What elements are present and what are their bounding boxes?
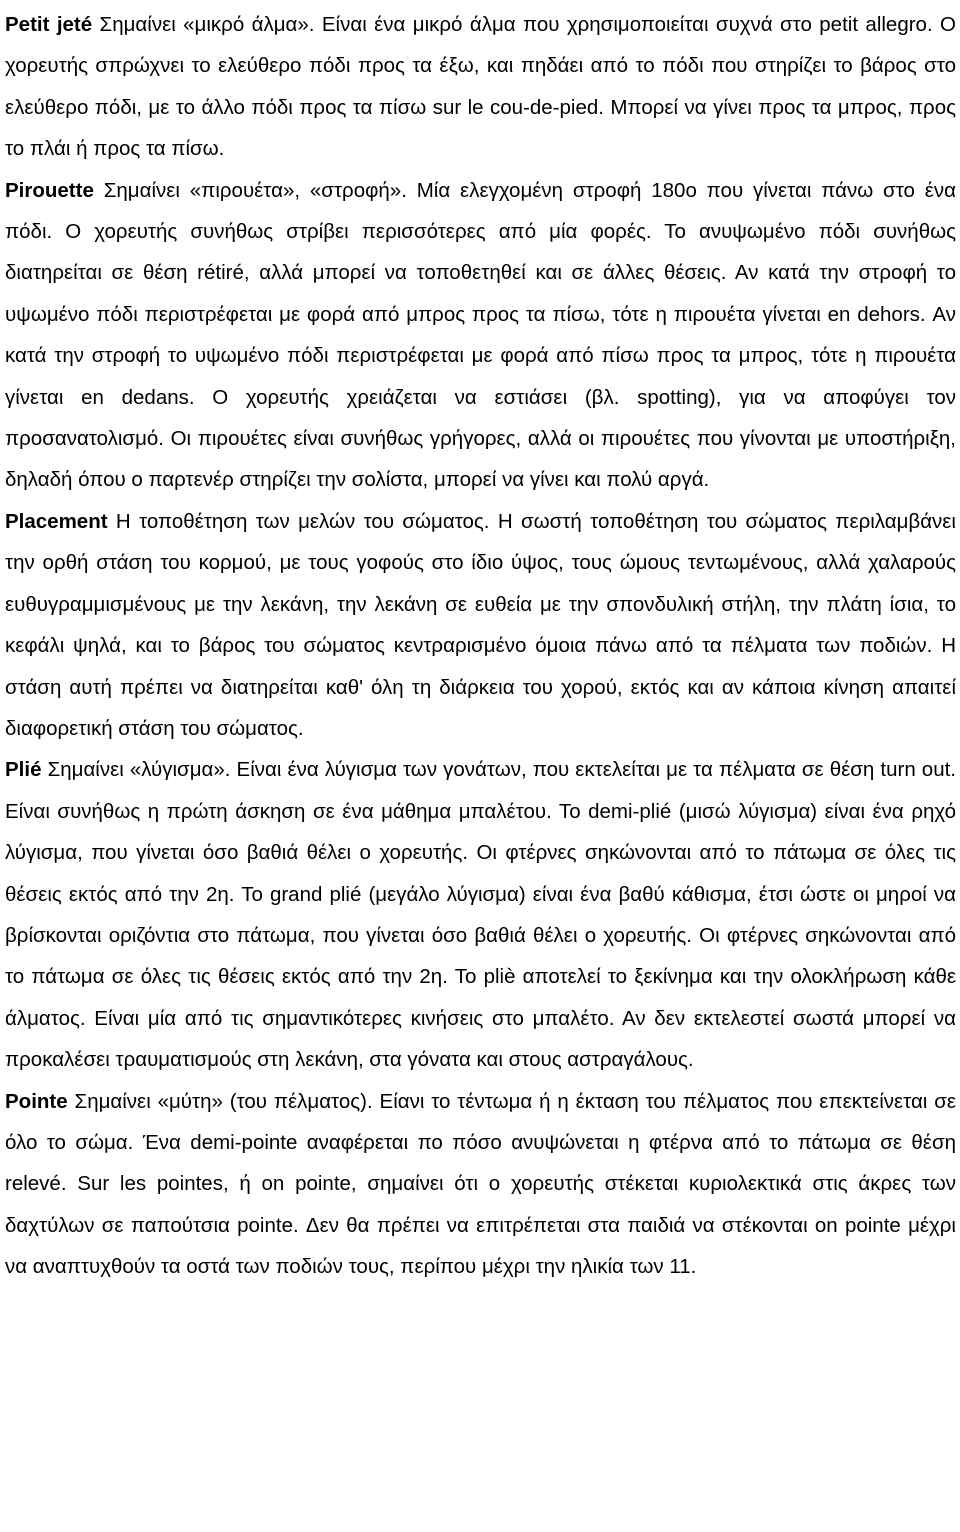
term-placement: Placement bbox=[5, 509, 108, 533]
definition-pirouette: Σημαίνει «πιρουέτα», «στροφή». Μία ελεγχομένη στροφή 180ο που γίνεται πάνω στο ένα πόδι. Ο χορευτής συνήθως στρίβει περισσότερες από μία φορές. Το ανυψωμένο πόδι συνήθως διατηρείται σε θέση rétiré, αλλά μπορεί να τοποθετηθεί και σε άλλες θέσεις. Αν κατά την στροφή το υψωμένο πόδι περιστρέφεται με φορά από μπρος προς τα πίσω, τότε η πιρουέτα γίνεται en dehors. Αν κατά την στροφή το υψωμένο πόδι περιστρέφεται με φορά από πίσω προς τα μπρος, τότε η πιρουέτα γίνεται en dedans. Ο χορευτής χρειάζεται να εστιάσει (βλ. spotting), για να αποφύγει τον προσανατολισμό. Οι πιρουέτες είναι συνήθως γρήγορες, αλλά οι πιρουέτες που γίνονται με υποστήριξη, δηλαδή όπου ο παρτενέρ στηρίζει την σολίστα, μπορεί να γίνει και πολύ αργά. bbox=[5, 178, 956, 492]
glossary-entry-plie bbox=[5, 749, 956, 1080]
glossary-document bbox=[5, 4, 956, 1288]
glossary-entry-placement bbox=[5, 501, 956, 749]
definition-pointe: Σημαίνει «μύτη» (του πέλματος). Είανι το τέντωμα ή η έκταση του πέλματος που επεκτείνεται σε όλο το σώμα. Ένα demi-pointe αναφέρεται πο πόσο ανυψώνεται η φτέρνα από το πάτωμα σε θέση relevé. Sur les pointes, ή on pointe, σημαίνει ότι ο χορευτής στέκεται κυριολεκτικά στις άκρες των δαχτύλων σε παπούτσια pointe. Δεν θα πρέπει να επιτρέπεται στα παιδιά να στέκονται on pointe μέχρι να αναπτυχθούν τα οστά των ποδιών τους, περίπου μέχρι την ηλικία των 11. bbox=[5, 1089, 956, 1279]
term-pointe: Pointe bbox=[5, 1089, 68, 1113]
term-plie: Plié bbox=[5, 758, 42, 782]
term-pirouette: Pirouette bbox=[5, 178, 94, 202]
definition-petit-jete: Σημαίνει «μικρό άλμα». Είναι ένα μικρό άλμα που χρησιμοποιείται συχνά στο petit allegro. Ο χορευτής σπρώχνει το ελεύθερο πόδι προς τα έξω, και πηδάει από το πόδι που στηρίζει το βάρος στο ελεύθερο πόδι, με το άλλο πόδι προς τα πίσω sur le cou-de-pied. Μπορεί να γίνει προς τα μπρος, προς το πλάι ή προς τα πίσω. bbox=[5, 13, 956, 161]
glossary-entry-pointe bbox=[5, 1081, 956, 1288]
glossary-entry-pirouette bbox=[5, 170, 956, 501]
definition-placement: Η τοποθέτηση των μελών του σώματος. Η σωστή τοποθέτηση του σώματος περιλαμβάνει την ορθή στάση του κορμού, με τους γοφούς στο ίδιο ύψος, τους ώμους τεντωμένους, αλλά χαλαρούς ευθυγραμμισμένους με την λεκάνη, την λεκάνη σε ευθεία με την σπονδυλική στήλη, την πλάτη ίσια, το κεφάλι ψηλά, και το βάρος του σώματος κεντραρισμένο όμοια πάνω από τα πέλματα των ποδιών. Η στάση αυτή πρέπει να διατηρείται καθ' όλη τη διάρκεια του χορού, εκτός και αν κάποια κίνηση απαιτεί διαφορετική στάση του σώματος. bbox=[5, 509, 956, 740]
glossary-entry-petit-jete bbox=[5, 4, 956, 170]
definition-plie: Σημαίνει «λύγισμα». Είναι ένα λύγισμα των γονάτων, που εκτελείται με τα πέλματα σε θέση turn out. Είναι συνήθως η πρώτη άσκηση σε ένα μάθημα μπαλέτου. Το demi-plié (μισώ λύγισμα) είναι ένα ρηχό λύγισμα, που γίνεται όσο βαθιά θέλει ο χορευτής. Οι φτέρνες σηκώνονται από το πάτωμα σε όλες τις θέσεις εκτός από την 2η. Το grand plié (μεγάλο λύγισμα) είναι ένα βαθύ κάθισμα, έτσι ώστε οι μηροί να βρίσκονται οριζόντια στο πάτωμα, που γίνεται όσο βαθιά θέλει ο χορευτής. Οι φτέρνες σηκώνονται από το πάτωμα σε όλες τις θέσεις εκτός από την 2η. Το pliè αποτελεί το ξεκίνημα και την ολοκλήρωση κάθε άλματος. Είναι μία από τις σημαντικότερες κινήσεις στο μπαλέτο. Αν δεν εκτελεστεί σωστά μπορεί να προκαλέσει τραυματισμούς στη λεκάνη, στα γόνατα και στους αστραγάλους. bbox=[5, 758, 956, 1072]
term-petit-jete: Petit jeté bbox=[5, 13, 93, 36]
